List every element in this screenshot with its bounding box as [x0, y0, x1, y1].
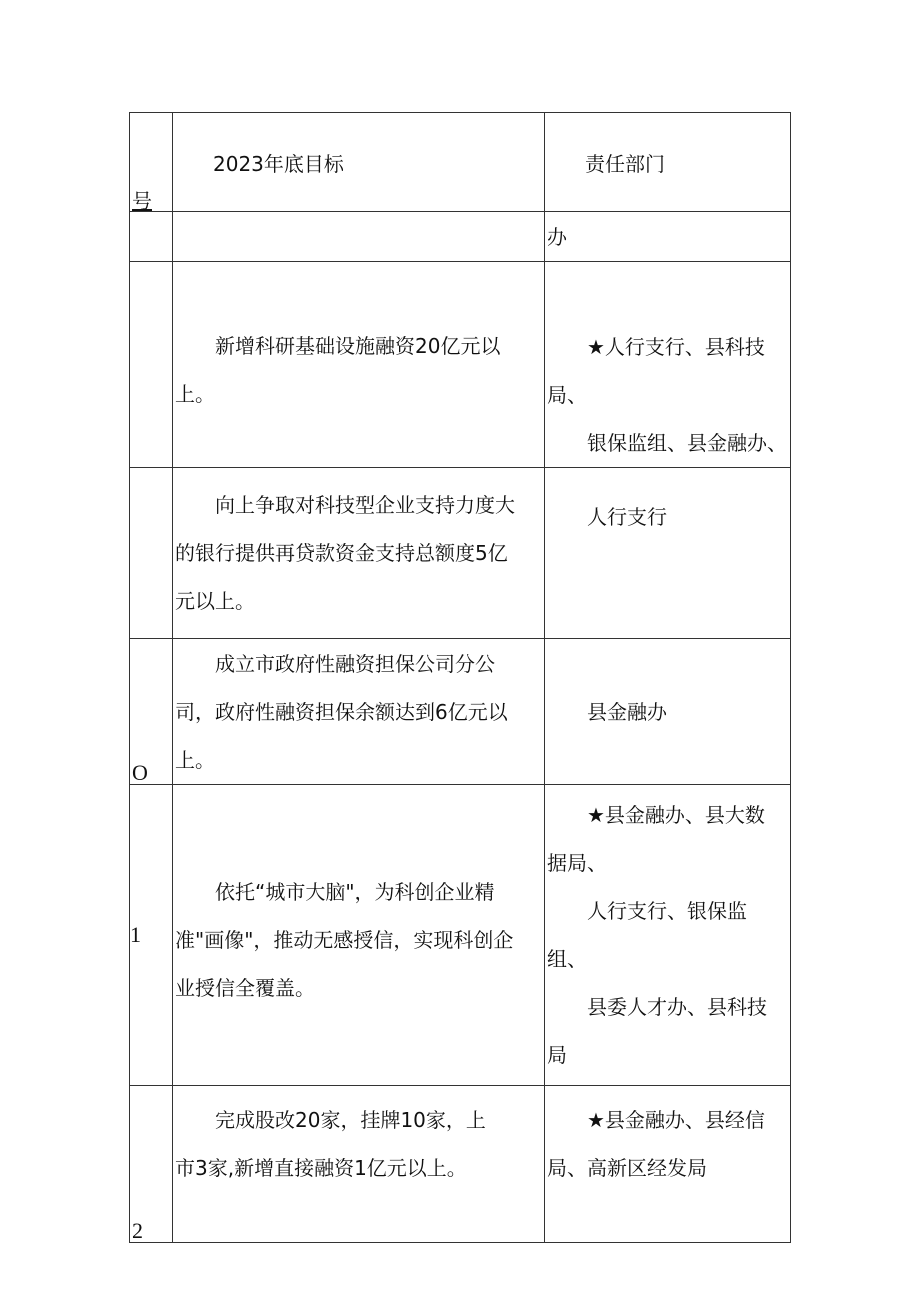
- target-line: 依托“城市大脑"，为科创企业精: [215, 880, 495, 904]
- row-dept-cell: [545, 785, 791, 1086]
- row-target-cell: [173, 785, 545, 1086]
- row-dept-cell: [545, 468, 791, 639]
- target-line: 的银行提供再贷款资金支持总额度5亿: [175, 541, 508, 565]
- dept-line: 局、: [547, 383, 587, 407]
- table-header-row: [130, 113, 791, 212]
- row-target-cell: [173, 468, 545, 639]
- dept-line: ★县金融办、县经信: [587, 1108, 765, 1132]
- row-num-cell: [130, 639, 173, 785]
- row-num: 1: [130, 922, 141, 947]
- target-table: [129, 112, 791, 1243]
- target-line: 完成股改20家，挂牌10家，上: [215, 1108, 486, 1132]
- row-num: O: [132, 760, 148, 785]
- target-line: 元以上。: [175, 589, 255, 613]
- row-target-cell: [173, 1086, 545, 1243]
- table-row: [130, 639, 791, 785]
- dept-line: 银保监组、县金融办、: [587, 431, 787, 455]
- header-dept-label: 责任部门: [585, 151, 665, 176]
- header-dept-cell: [545, 113, 791, 212]
- row-target-cell: [173, 639, 545, 785]
- row-num-cell: [130, 785, 173, 1086]
- row-dept-cell: [545, 212, 791, 262]
- dept-line: 办: [547, 225, 567, 249]
- target-line: 向上争取对科技型企业支持力度大: [215, 493, 515, 517]
- table-row: [130, 212, 791, 262]
- dept-line: 人行支行、银保监: [587, 899, 747, 923]
- row-num-cell: [130, 262, 173, 468]
- row-num: 2: [132, 1218, 143, 1243]
- target-line: 新增科研基础设施融资20亿元以: [215, 333, 501, 358]
- table-row: [130, 785, 791, 1086]
- dept-line: 人行支行: [587, 505, 667, 529]
- header-num-label: 号: [132, 189, 152, 213]
- header-target-label: 2023年底目标: [213, 151, 344, 176]
- dept-line: 县委人才办、县科技: [587, 995, 767, 1019]
- target-line: 上。: [175, 747, 215, 772]
- row-num-cell: [130, 212, 173, 262]
- dept-line: 组、: [547, 947, 587, 971]
- target-line: 市3家,新增直接融资1亿元以上。: [175, 1156, 467, 1180]
- target-line: 成立市政府性融资担保公司分公: [215, 651, 495, 676]
- table-row: [130, 262, 791, 468]
- header-num-cell: [130, 113, 173, 212]
- row-num-cell: [130, 468, 173, 639]
- dept-line: ★县金融办、县大数: [587, 803, 765, 827]
- dept-line: 局、高新区经发局: [547, 1156, 707, 1180]
- row-target-cell: [173, 212, 545, 262]
- target-line: 司，政府性融资担保余额达到6亿元以: [175, 699, 508, 724]
- row-num-cell: [130, 1086, 173, 1243]
- table-row: [130, 468, 791, 639]
- table-row: [130, 1086, 791, 1243]
- target-line: 业授信全覆盖。: [175, 976, 315, 1000]
- row-target-cell: [173, 262, 545, 468]
- row-dept-cell: [545, 639, 791, 785]
- header-target-cell: [173, 113, 545, 212]
- dept-line: 县金融办: [587, 699, 667, 724]
- target-line: 准"画像"，推动无感授信，实现科创企: [175, 928, 514, 952]
- dept-line: 局: [547, 1043, 567, 1067]
- target-line: 上。: [175, 381, 215, 406]
- dept-line: ★人行支行、县科技: [587, 335, 765, 359]
- row-dept-cell: [545, 1086, 791, 1243]
- row-dept-cell: [545, 262, 791, 468]
- dept-line: 据局、: [547, 851, 607, 875]
